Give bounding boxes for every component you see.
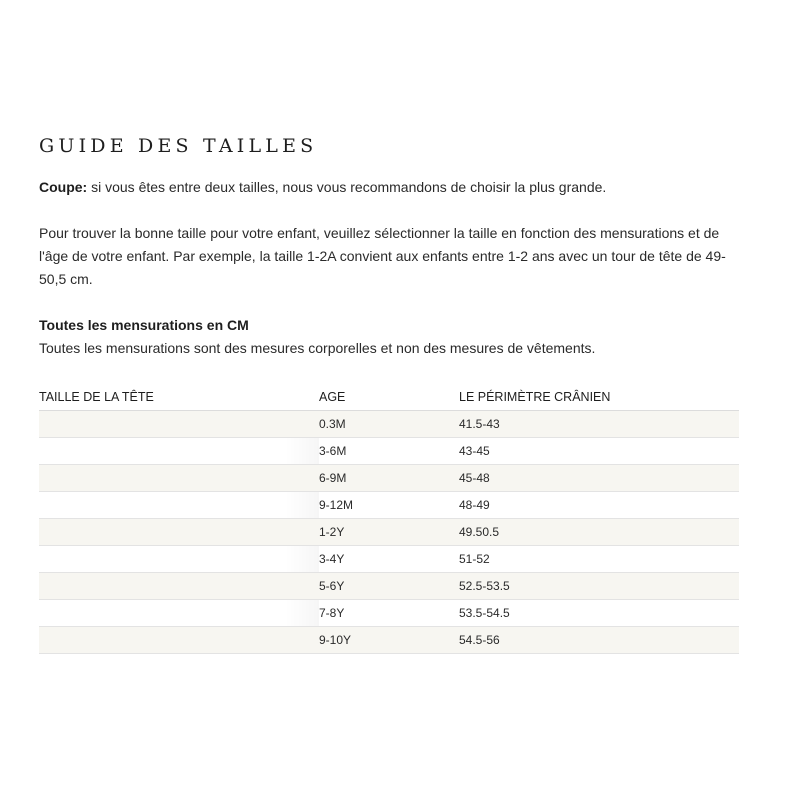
table-row [39, 546, 739, 573]
size-guide [39, 132, 739, 654]
cell-age: 7-8Y [319, 600, 459, 627]
fit-label: Coupe: [39, 179, 88, 195]
cell-circumference: 43-45 [459, 438, 739, 465]
cell-size [39, 465, 319, 492]
cell-circumference: 45-48 [459, 465, 739, 492]
table-row [39, 573, 739, 600]
cell-size [39, 600, 319, 627]
cell-age: 9-10Y [319, 627, 459, 654]
fit-advice [39, 176, 739, 199]
cell-age: 0.3M [319, 411, 459, 438]
table-row [39, 600, 739, 627]
measurements-heading: Toutes les mensurations en CM [39, 317, 249, 333]
cell-size [39, 546, 319, 573]
fit-text: si vous êtes entre deux tailles, nous vous recommandons de choisir la plus grande. [87, 179, 607, 195]
size-table [39, 384, 739, 654]
table-row [39, 627, 739, 654]
cell-size [39, 519, 319, 546]
cell-age: 3-4Y [319, 546, 459, 573]
cell-circumference: 49.50.5 [459, 519, 739, 546]
cell-age: 5-6Y [319, 573, 459, 600]
table-row [39, 411, 739, 438]
cell-age: 3-6M [319, 438, 459, 465]
cell-age: 6-9M [319, 465, 459, 492]
cell-circumference: 52.5-53.5 [459, 573, 739, 600]
header-head-size: TAILLE DE LA TÊTE [39, 384, 319, 411]
cell-size [39, 411, 319, 438]
table-row [39, 519, 739, 546]
cell-circumference: 48-49 [459, 492, 739, 519]
cell-size [39, 492, 319, 519]
cell-circumference: 51-52 [459, 546, 739, 573]
table-row [39, 492, 739, 519]
cell-circumference: 53.5-54.5 [459, 600, 739, 627]
intro-paragraph: Pour trouver la bonne taille pour votre enfant, veuillez sélectionner la taille en fonction des mensurations et de l'âge de votre enfant. Par exemple, la taille 1-2A convient aux enfants entre 1-2 ans avec un tour de tête de 49-50,5 cm. [39, 225, 726, 287]
cell-age: 9-12M [319, 492, 459, 519]
cell-size [39, 627, 319, 654]
cell-size [39, 573, 319, 600]
table-header-row [39, 384, 739, 411]
header-age: AGE [319, 384, 459, 411]
measurements-note: Toutes les mensurations sont des mesures corporelles et non des mesures de vêtements. [39, 340, 596, 356]
header-head-circumference: LE PÉRIMÈTRE CRÂNIEN [459, 384, 739, 411]
cell-size [39, 438, 319, 465]
cell-circumference: 54.5-56 [459, 627, 739, 654]
cell-age: 1-2Y [319, 519, 459, 546]
cell-circumference: 41.5-43 [459, 411, 739, 438]
page-title: GUIDE DES TAILLES [39, 135, 318, 157]
table-row [39, 465, 739, 492]
table-row [39, 438, 739, 465]
